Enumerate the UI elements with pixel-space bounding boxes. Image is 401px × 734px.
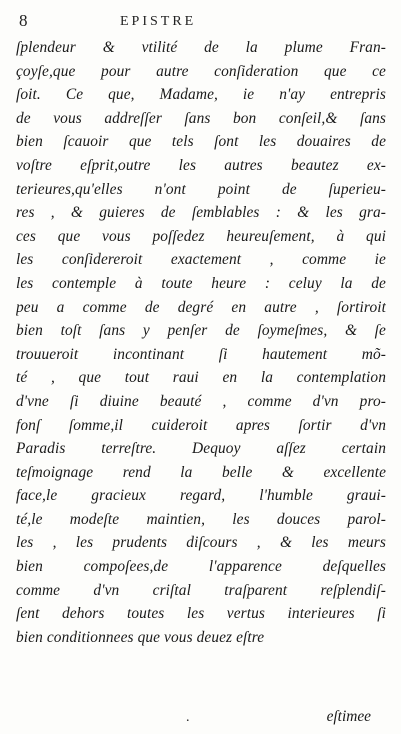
- text-line: teſmoignage rend la belle & excellente: [16, 463, 386, 481]
- text-line: les conſidereroit exactement , comme ie: [16, 251, 386, 269]
- body-text: [16, 36, 386, 649]
- text-line: d'vne ſi diuine beauté , comme d'vn pro-: [16, 392, 386, 410]
- text-line: ſoit. Ce que, Madame, ie n'ay entrepris: [16, 86, 386, 104]
- text-line: terieures,qu'elles n'ont point de ſuperieu-: [16, 180, 386, 198]
- text-line: face,le gracieux regard, l'humble graui-: [16, 487, 386, 505]
- page-number: 8: [19, 11, 28, 30]
- text-line: bien toſt ſans y penſer de ſoymeſmes, & ſe: [16, 322, 386, 340]
- catchword: eſtimee: [326, 708, 371, 725]
- text-line: bien ſcauoir que tels ſont les douaires de: [16, 133, 386, 151]
- text-line: té,le modeſte maintien, les douces parol-: [16, 510, 386, 528]
- text-line: voſtre eſprit,outre les autres beautez ex-: [16, 156, 386, 174]
- text-line: peu a comme de degré en autre , ſortiroit: [16, 298, 386, 316]
- signature-mark: .: [186, 710, 190, 725]
- text-line: de vous addreſſer ſans bon conſeil,& ſans: [16, 109, 386, 127]
- text-line: les , les prudents diſcours , & les meurs: [16, 534, 386, 552]
- text-line: bien conditionnees que vous deuez eſtre: [16, 628, 265, 646]
- text-line: comme d'vn criſtal traſparent reſplendiſ-: [16, 581, 386, 599]
- text-line: ſent dehors toutes les vertus interieures ſi: [16, 605, 386, 623]
- text-line: bien compoſees,de l'apparence deſquelles: [16, 558, 386, 576]
- text-line: ces que vous poſſedez heureuſement, à qui: [16, 227, 386, 245]
- text-line: té , que tout raui en la contemplation: [16, 369, 386, 387]
- text-line: trouueroit incontinant ſi hautement mõ-: [16, 345, 386, 363]
- text-line: res , & guieres de ſemblables : & les gra-: [16, 204, 386, 222]
- text-line: çoyſe,que pour autre conſideration que ce: [16, 62, 386, 80]
- text-line: ſplendeur & vtilité de la plume Fran-: [16, 39, 386, 56]
- text-line: fonſ ſomme,il cuideroit apres ſortir d'vn: [16, 416, 386, 434]
- running-head: EPISTRE: [120, 14, 197, 29]
- page-header: [0, 12, 401, 32]
- text-line: les contemple à toute heure : celuy la de: [16, 274, 386, 292]
- text-line: Paradis terreſtre. Dequoy aſſez certain: [16, 440, 386, 458]
